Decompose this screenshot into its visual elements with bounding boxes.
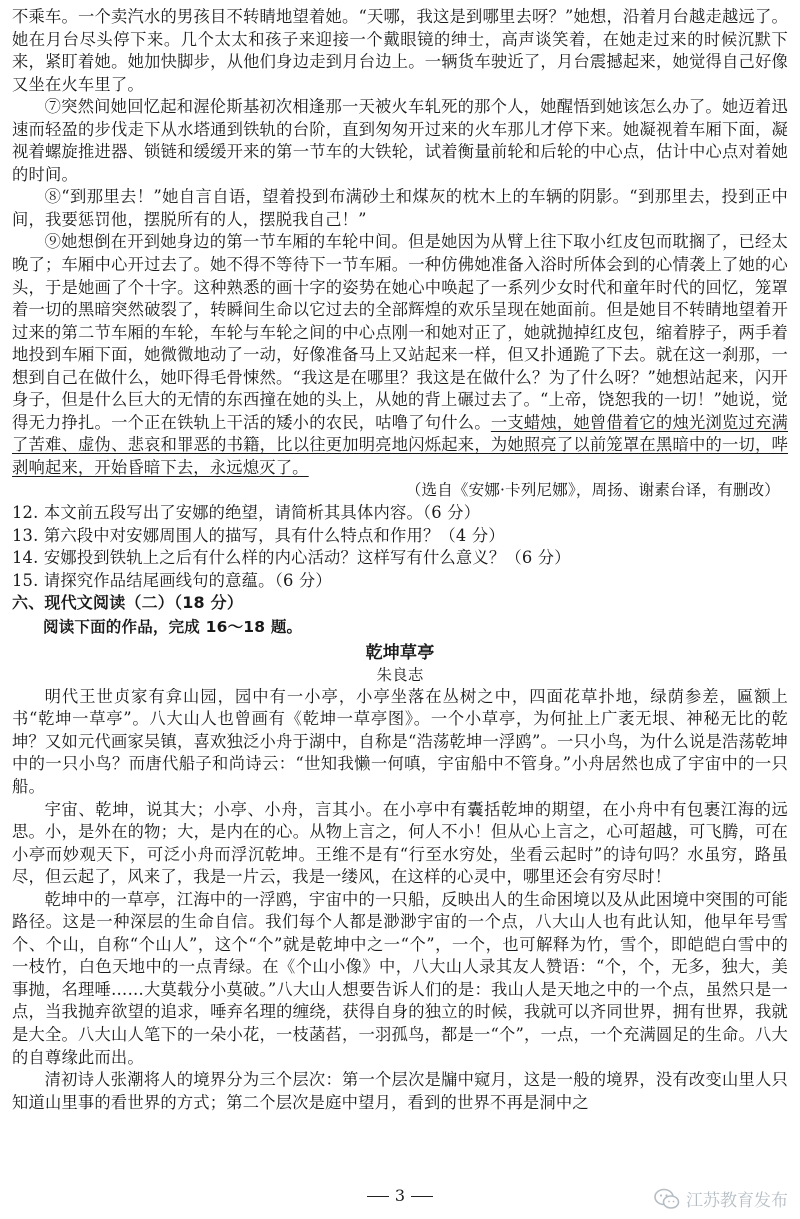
question-13: 13. 第六段中对安娜周围人的描写，具有什么特点和作用？（4 分） — [12, 525, 505, 545]
question-14: 14. 安娜投到铁轨上之后有什么样的内心活动？这样写有什么意义？（6 分） — [12, 548, 571, 568]
story-paragraph-6: 不乘车。一个卖汽水的男孩目不转睛地望着她。“天哪，我这是到哪里去呀？”她想，沿着月台越走越远了。她在月台尽头停下来。几个太太和孩子来迎接一个戴眼镜的绅士，高声谈笑着，在她走过来的时候沉默下来，紧盯着她。她加快脚步，从他们身边走到月台边上。一辆货车驶近了，月台震撼起来，她觉得自己好像又坐在火车里了。 — [12, 7, 788, 94]
essay-title: 乾坤草亭 — [365, 642, 435, 663]
section-instruction: 阅读下面的作品，完成 16～18 题。 — [43, 617, 303, 636]
source-citation: （选自《安娜·卡列尼娜》，周扬、谢素台译，有删改） — [405, 481, 780, 500]
essay-paragraph: 清初诗人张潮将人的境界分为三个层次：第一个层次是牖中窥月，这是一般的境界，没有改变山里人只知道山里事的看世界的方式；第二个层次是庭中望月，看到的世界不再是洞中之 — [12, 1070, 788, 1112]
story-paragraph-8: ⑧“到那里去！”她自言自语，望着投到布满砂土和煤灰的枕木上的车辆的阴影。“到那里去，投到正中间，我要惩罚他，摆脱所有的人，摆脱我自己！” — [12, 187, 788, 229]
underlined-sentence: 一支蜡烛，她曾借着它的烛光浏览过充满了苦难、虚伪、悲哀和罪恶的书籍，比以往更加明亮地闪烁起来，为她照亮了以前笼罩在黑暗中的一切，哔剥响起来，开始昏暗下去，永远熄灭了。 — [12, 412, 788, 477]
section-heading: 六、现代文阅读（二）（18 分） — [12, 593, 244, 613]
wechat-icon — [654, 1188, 680, 1210]
essay-paragraph: 乾坤中的一草亭，江海中的一浮鸥，宇宙中的一只船，反映出人的生命困境以及从此困境中突围的可能路径。这是一种深层的生命自信。我们每个人都是渺渺宇宙的一个点，八大山人也有此认知，他早年号雪个、个山，自称“个山人”，这个“个”就是乾坤中之一“个”，一个，也可解释为竹，雪个，即皑皑白雪中的一枝竹，白色天地中的一点青绿。在《个山小像》中，八大山人录其友人赞语：“个，个，无多，独大，美事抛，名理唾……大莫载分小莫破。”八大山人想要告诉人们的是：我山人是天地之中的一个点，虽然只是一点，当我抛弃欲望的追求，唾弃名理的缠绕，获得自身的独立的时候，我就可以齐同世界，拥有世界，我就是大全。八大山人笔下的一朵小花，一枝菡萏，一羽孤鸟，都是一“个”，一点，一个充满圆足的生命。八大的自尊缘此而出。 — [12, 889, 788, 1067]
essay-paragraph: 宇宙、乾坤，说其大；小亭、小舟，言其小。在小亭中有囊括乾坤的期望，在小舟中有包裹江海的远思。小，是外在的物；大，是内在的心。从物上言之，何人不小！但从心上言之，心可超越，可飞腾，可在小亭而妙观天下，可泛小舟而浮沉乾坤。王维不是有“行至水穷处，坐看云起时”的诗句吗？水虽穷，路虽尽，但云起了，风来了，我是一片云，我是一缕风，在这样的心灵中，哪里还会有穷尽时！ — [12, 799, 788, 887]
footer-dash-right — [411, 1196, 433, 1197]
story-paragraph-9 — [12, 231, 788, 479]
story-paragraph-7: ⑦突然间她回忆起和渥伦斯基初次相逢那一天被火车轧死的那个人，她醒悟到她该怎么办了。她迈着迅速而轻盈的步伐走下从水塔通到铁轨的台阶，直到匆匆开过来的火车那儿才停下来。她凝视着车厢下面，凝视着螺旋推进器、锁链和缓缓开来的第一节车的大铁轮，试着衡量前轮和后轮的中心点，估计中心点对着她的时间。 — [12, 97, 788, 184]
essay-author: 朱良志 — [376, 665, 424, 684]
paragraph-9-text: ⑨她想倒在开到她身边的第一节车厢的车轮中间。但是她因为从臂上往下取小红皮包而耽搁了，已经太晚了；车厢中心开过去了。她不得不等待下一节车厢。一种仿佛她准备入浴时所体会到的心情袭上了她的心头，于是她画了个十字。这种熟悉的画十字的姿势在她心中唤起了一系列少女时代和童年时代的回忆，笼罩着一切的黑暗突然破裂了，转瞬间生命以它过去的全部辉煌的欢乐呈现在她面前。但是她目不转睛地望着开过来的第二节车厢的车轮，车轮与车轮之间的中心点刚一和她对正了，她就抛掉红皮包，缩着脖子，两手着地投到车厢下面，她微微地动了一动，好像准备马上又站起来一样，但又扑通跪了下去。就在这一刹那，一想到自己在做什么，她吓得毛骨悚然。“我这是在哪里？我这是在做什么？为了什么呀？”她想站起来，闪开身子，但是什么巨大的无情的东西撞在她的头上，从她的背上碾过去了。“上帝，饶恕我的一切！”她说，觉得无力挣扎。一个正在铁轨上干活的矮小的农民，咕噜了句什么。 — [12, 232, 788, 432]
essay-paragraph: 明代王世贞家有弇山园，园中有一小亭，小亭坐落在丛树之中，四面花草扑地，绿荫参差，匾额上书“乾坤一草亭”。八大山人也曾画有《乾坤一草亭图》。一个小草亭，为何扯上广袤无垠、神秘无比的乾坤？又如元代画家吴镇，喜欢独泛小舟于湖中，自称是“浩荡乾坤一浮鸥”。一只小鸟，为什么说是浩荡乾坤中的一只小鸟？而唐代船子和尚诗云：“世知我懒一何嗔，宇宙船中不管身。”小舟居然也成了宇宙中的一只船。 — [12, 686, 788, 796]
page-content — [12, 6, 788, 1114]
page-number: 3 — [394, 1186, 406, 1205]
watermark — [654, 1186, 788, 1211]
question-12: 12. 本文前五段写出了安娜的绝望，请简析其具体内容。（6 分） — [12, 503, 481, 523]
watermark-text: 江苏教育发布 — [686, 1191, 788, 1211]
question-15: 15. 请探究作品结尾画线句的意蕴。（6 分） — [12, 570, 332, 590]
footer-dash-left — [367, 1196, 389, 1197]
